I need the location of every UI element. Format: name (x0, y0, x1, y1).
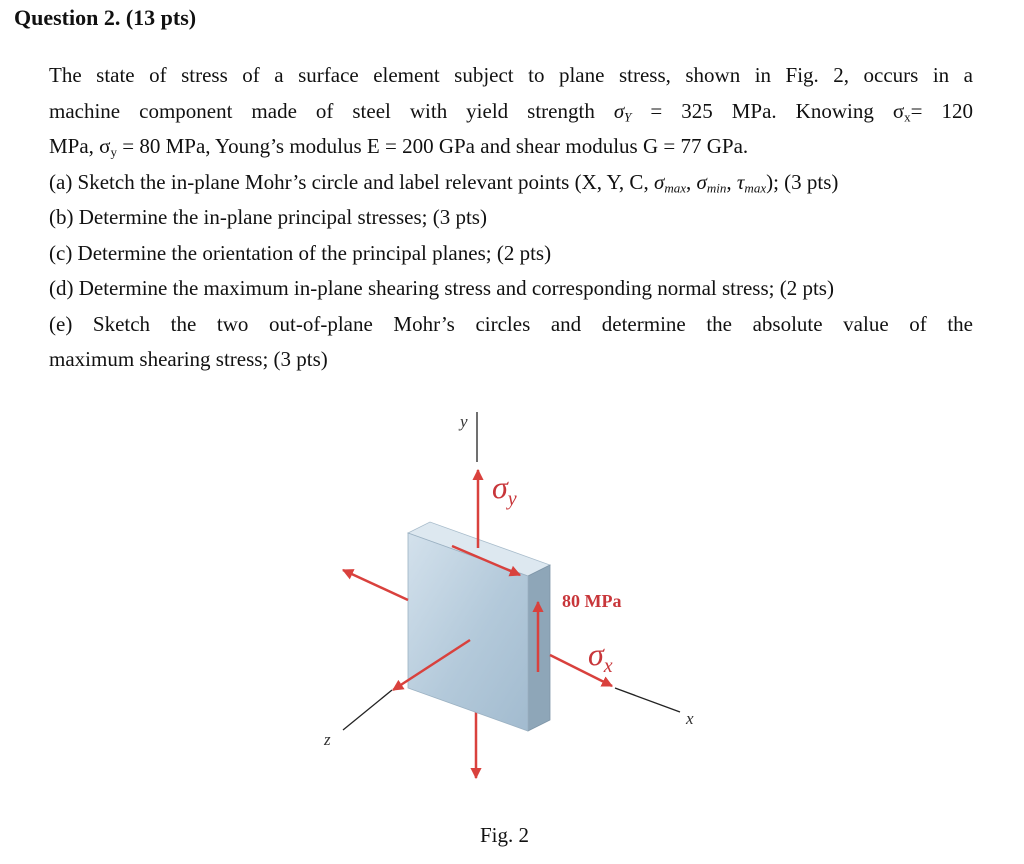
x-subscript: x (904, 108, 911, 124)
part-a (49, 165, 973, 201)
part-d: (d) Determine the maximum in-plane shearing stress and corresponding normal stress; (2 pts) (49, 276, 834, 300)
part-c: (c) Determine the orientation of the principal planes; (2 pts) (49, 240, 552, 265)
min-subscript: min (706, 179, 727, 195)
part-a-text: ); (3 pts) (766, 169, 839, 194)
sigma-symbol: σ (696, 169, 707, 194)
z-axis-line (343, 690, 392, 730)
max-subscript: max (664, 179, 686, 195)
sigma-symbol: σ (653, 169, 665, 194)
intro-text: machine component made of steel with yield strength (49, 98, 614, 123)
question-body (49, 58, 973, 378)
y-subscript: y (110, 144, 118, 160)
intro-line-3 (49, 129, 973, 165)
intro-text: = 120 (910, 98, 973, 123)
tau-symbol: τ (736, 169, 745, 194)
yield-subscript: Y (624, 108, 632, 124)
question-heading: Question 2. (13 pts) (14, 5, 197, 30)
sigma-x-label (588, 636, 613, 677)
sigma-y-label (492, 469, 517, 510)
shear-stress-label: 80 MPa (562, 591, 622, 611)
intro-text: = 325 MPa. Knowing σ (631, 98, 905, 123)
max-subscript: max (744, 179, 767, 195)
axis-z-label: z (324, 730, 331, 749)
part-a-text: (a) Sketch the in-plane Mohr’s circle and label relevant points (X, Y, C, (49, 169, 654, 194)
axis-y-label: y (460, 412, 468, 431)
sigma-x-symbol: σ (588, 636, 604, 672)
axis-x-label: x (686, 709, 694, 728)
sigma-y-symbol: σ (492, 469, 508, 505)
x-axis-line (615, 688, 680, 712)
separator: , (726, 169, 737, 194)
sigma-y-subscript: y (507, 488, 517, 510)
intro-line-1: The state of stress of a surface element subject to plane stress, shown in Fig. 2, occurs in a (49, 63, 973, 87)
sigma-x-arrow-left (343, 570, 408, 600)
part-e-line-2: maximum shearing stress; (3 pts) (49, 347, 328, 371)
sigma-symbol: σ (613, 98, 625, 123)
separator: , (686, 169, 697, 194)
stress-element-figure (0, 380, 1024, 864)
part-b: (b) Determine the in-plane principal stresses; (3 pts) (49, 205, 487, 229)
intro-line-2 (49, 94, 973, 130)
figure-caption: Fig. 2 (480, 823, 530, 847)
intro-text: = 80 MPa, Young’s modulus E = 200 GPa and shear modulus G = 77 GPa. (117, 134, 749, 158)
sigma-x-subscript: x (603, 655, 613, 677)
part-e-line-1: (e) Sketch the two out-of-plane Mohr’s circles and determine the absolute value of the (49, 311, 973, 336)
intro-text: MPa, σ (49, 134, 111, 158)
